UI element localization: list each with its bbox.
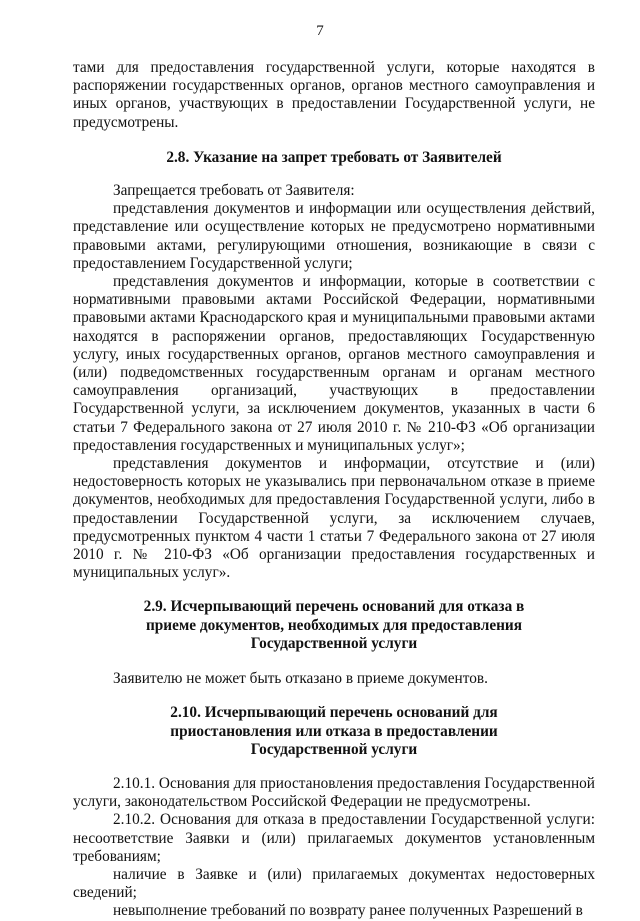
page-number: 7 — [316, 23, 324, 39]
section-2-10-title-line: приостановления или отказа в предоставлении — [170, 722, 498, 740]
section-2-10-paragraph: наличие в Заявке и (или) прилагаемых документах недостоверных сведений; — [73, 865, 595, 902]
document-body — [73, 59, 595, 921]
section-2-9-title-line: Государственной услуги — [250, 634, 418, 652]
section-2-10-title-line: Государственной услуги — [250, 740, 418, 758]
section-2-10-paragraph: 2.10.1. Основания для приостановления предоставления Государственной услуги, законодательством Российской Федерации не предусмотрены. — [73, 774, 595, 811]
section-2-9-paragraph: Заявителю не может быть отказано в приеме документов. — [113, 670, 488, 688]
section-2-10-paragraph: невыполнение требований по возврату ранее полученных Разрешений в — [113, 902, 583, 920]
section-2-9-title-line: приеме документов, необходимых для предоставления — [145, 616, 523, 634]
section-2-8-paragraph: представления документов и информации, которые в соответствии с нормативными правовыми актами Российской Федерации, нормативными правовыми актами Краснодарского края и муниципальными правовыми актами находятся в распоряжении органов, предоставляющих Государственную услугу, иных государственных органов, органов местного самоуправления и (или) подведомственных государственным органам и органам местного самоуправления организаций, участвующих в предоставлении Государственной услуги, за исключением документов, указанных в части 6 статьи 7 Федерального закона от 27 июля 2010 г. № 210-ФЗ «Об организации предоставления государственных и муниципальных услуг»; — [73, 273, 595, 454]
section-2-8-paragraph: Запрещается требовать от Заявителя: — [113, 182, 355, 200]
section-2-10-paragraph: 2.10.2. Основания для отказа в предоставлении Государственной услуги: несоответствие Заявки и (или) прилагаемых документов установленным требованиям; — [73, 811, 595, 865]
section-2-10-title-line: 2.10. Исчерпывающий перечень оснований для — [170, 704, 498, 722]
intro-paragraph: тами для предоставления государственной услуги, которые находятся в распоряжении государственных органов, органов местного самоуправления и иных органов, участвующих в предоставлении Государственной услуги, не предусмотрены. — [73, 59, 595, 131]
section-2-9-title-line: 2.9. Исчерпывающий перечень оснований для отказа в — [143, 598, 525, 616]
section-2-8-paragraph: представления документов и информации, отсутствие и (или) недостоверность которых не указывались при первоначальном отказе в приеме документов, необходимых для предоставления Государственной услуги, либо в предоставлении Государственной услуги, за исключением случаев, предусмотренных пунктом 4 части 1 статьи 7 Федерального закона от 27 июля 2010 г. № 210-ФЗ «Об организации предоставления государственных и муниципальных услуг». — [73, 455, 595, 582]
section-2-10-heading — [73, 704, 595, 759]
section-2-9-heading — [73, 598, 595, 653]
section-2-8-title: 2.8. Указание на запрет требовать от Заявителей — [166, 148, 502, 166]
section-2-8-paragraph: представления документов и информации или осуществления действий, представление или осуществление которых не предусмотрено нормативными правовыми актами, регулирующими отношения, возникающие в связи с предоставлением Государственной услуги; — [73, 200, 595, 272]
